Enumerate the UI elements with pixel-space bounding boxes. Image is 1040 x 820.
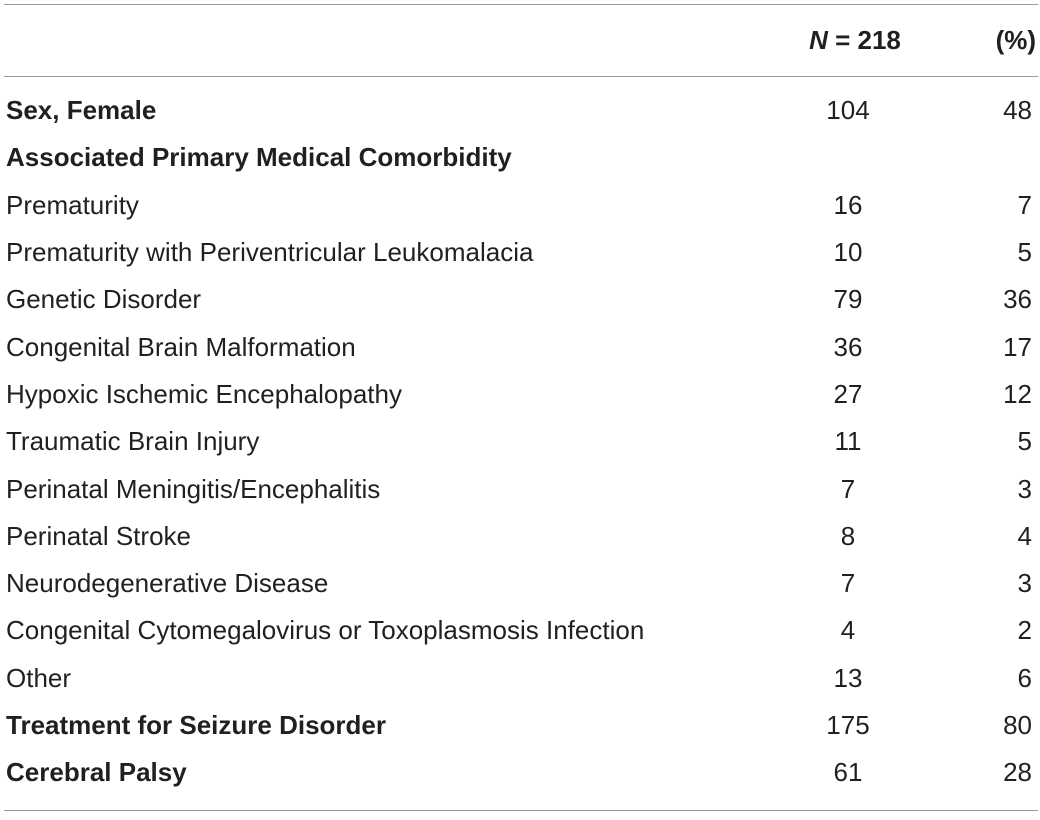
row-label: Neurodegenerative Disease bbox=[6, 568, 329, 599]
row-pct: 6 bbox=[1017, 662, 1032, 693]
row-pct: 7 bbox=[1017, 189, 1032, 220]
row-n: 61 bbox=[833, 757, 863, 788]
table-row bbox=[4, 134, 1038, 181]
table-header-row bbox=[4, 5, 1038, 76]
row-n: 104 bbox=[826, 95, 870, 126]
row-label: Other bbox=[6, 662, 72, 693]
table-body bbox=[4, 77, 1038, 810]
header-n-symbol: N bbox=[809, 25, 828, 55]
row-pct: 3 bbox=[1017, 473, 1032, 504]
row-label: Traumatic Brain Injury bbox=[6, 426, 260, 457]
row-pct: 5 bbox=[1017, 426, 1032, 457]
table-row bbox=[4, 182, 1038, 229]
row-pct: 12 bbox=[1003, 378, 1032, 409]
row-n: 8 bbox=[840, 520, 856, 551]
header-n-value: = 218 bbox=[827, 25, 901, 55]
row-n: 7 bbox=[840, 473, 856, 504]
table-row bbox=[4, 229, 1038, 276]
table-row bbox=[4, 749, 1038, 796]
row-pct: 2 bbox=[1017, 615, 1032, 646]
row-n: 10 bbox=[833, 237, 863, 268]
row-label: Congenital Brain Malformation bbox=[6, 331, 356, 362]
row-pct: 4 bbox=[1017, 520, 1032, 551]
header-pct: (%) bbox=[995, 25, 1036, 55]
table-row bbox=[4, 418, 1038, 465]
table-bottom-rule bbox=[4, 810, 1038, 811]
row-n: 27 bbox=[833, 378, 863, 409]
row-n: 11 bbox=[834, 426, 862, 457]
table-row bbox=[4, 465, 1038, 512]
row-label: Sex, Female bbox=[6, 95, 157, 126]
table-row bbox=[4, 513, 1038, 560]
table-row bbox=[4, 276, 1038, 323]
row-pct: 3 bbox=[1017, 568, 1032, 599]
row-n: 175 bbox=[826, 710, 870, 740]
table-row bbox=[4, 323, 1038, 370]
row-pct: 48 bbox=[1003, 95, 1032, 126]
row-pct: 28 bbox=[1003, 757, 1032, 788]
row-label: Prematurity with Periventricular Leukomalacia bbox=[6, 237, 534, 268]
row-label: Perinatal Meningitis/Encephalitis bbox=[6, 473, 381, 504]
row-pct: 5 bbox=[1017, 237, 1032, 268]
row-n: 36 bbox=[833, 331, 863, 362]
row-label: Prematurity bbox=[6, 189, 139, 220]
data-table bbox=[4, 4, 1038, 811]
row-label: Perinatal Stroke bbox=[6, 520, 191, 551]
table-row bbox=[4, 371, 1038, 418]
header-n bbox=[766, 25, 916, 56]
row-label: Cerebral Palsy bbox=[6, 757, 187, 788]
table-row bbox=[4, 87, 1038, 134]
table-row bbox=[4, 655, 1038, 702]
row-n: 79 bbox=[833, 284, 863, 315]
row-label: Congenital Cytomegalovirus or Toxoplasmosis Infection bbox=[6, 615, 645, 646]
row-label: Genetic Disorder bbox=[6, 284, 202, 315]
row-pct: 17 bbox=[1003, 331, 1032, 362]
row-pct: 36 bbox=[1003, 284, 1032, 315]
row-pct: 80 bbox=[1003, 710, 1032, 740]
table-row bbox=[4, 560, 1038, 607]
row-n: 7 bbox=[840, 568, 856, 599]
row-n: 16 bbox=[833, 189, 863, 220]
row-label: Hypoxic Ischemic Encephalopathy bbox=[6, 378, 402, 409]
row-n: 13 bbox=[833, 662, 863, 693]
row-label: Associated Primary Medical Comorbidity bbox=[6, 142, 512, 173]
table-row bbox=[4, 607, 1038, 654]
table-row bbox=[4, 702, 1038, 749]
row-label: Treatment for Seizure Disorder bbox=[6, 710, 386, 740]
row-n: 4 bbox=[840, 615, 856, 646]
